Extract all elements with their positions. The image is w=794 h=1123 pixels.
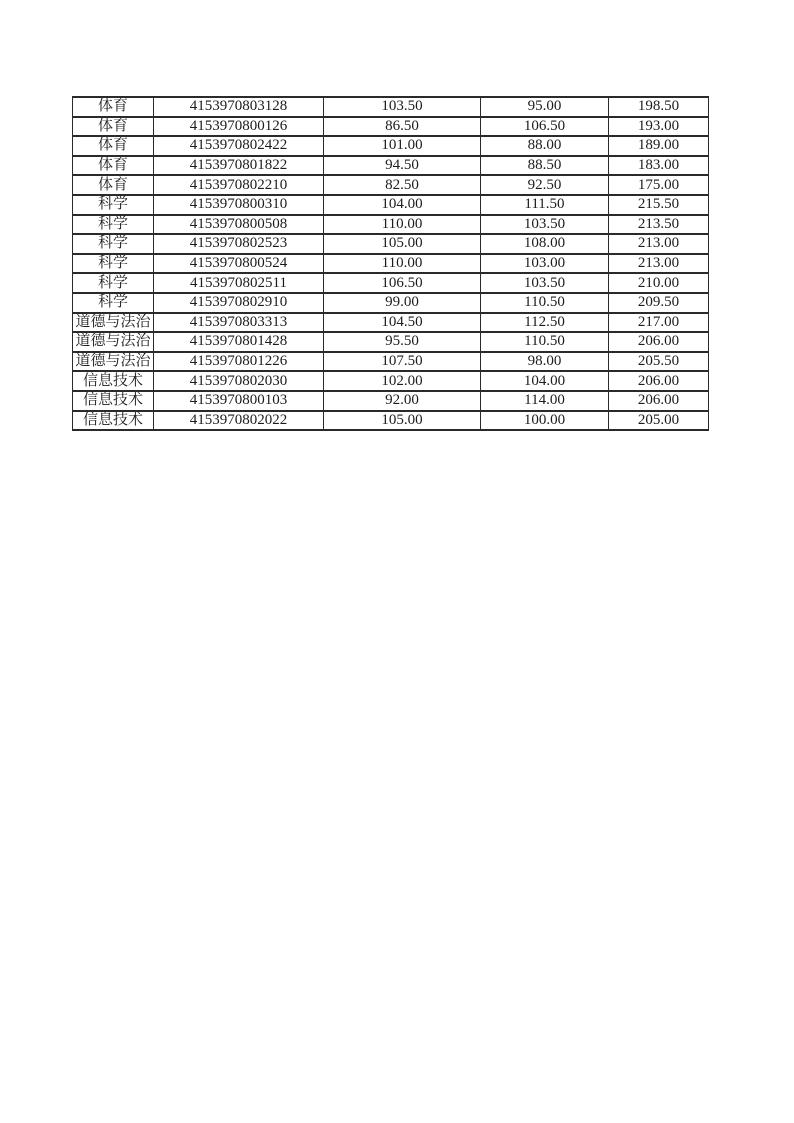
table-row: [73, 352, 709, 372]
cell-score-a: 101.00: [324, 136, 481, 156]
cell-score-a: 105.00: [324, 234, 481, 254]
cell-score-b: 92.50: [481, 175, 609, 195]
table-row: [73, 293, 709, 313]
table-row: [73, 313, 709, 333]
cell-subject: 科学: [73, 215, 154, 235]
cell-score-b: 108.00: [481, 234, 609, 254]
cell-score-a: 95.50: [324, 332, 481, 352]
table-row: [73, 254, 709, 274]
cell-total-score: 213.00: [609, 254, 709, 274]
table-row: [73, 97, 709, 117]
table-row: [73, 371, 709, 391]
cell-score-a: 110.00: [324, 254, 481, 274]
cell-total-score: 213.50: [609, 215, 709, 235]
cell-exam-id: 4153970801428: [154, 332, 324, 352]
score-table: [72, 96, 709, 431]
cell-score-b: 103.50: [481, 273, 609, 293]
cell-score-b: 103.00: [481, 254, 609, 274]
table-row: [73, 391, 709, 411]
cell-score-b: 106.50: [481, 117, 609, 137]
cell-subject: 道德与法治: [73, 352, 154, 372]
cell-exam-id: 4153970802422: [154, 136, 324, 156]
cell-subject: 体育: [73, 117, 154, 137]
cell-exam-id: 4153970803128: [154, 97, 324, 117]
cell-score-b: 100.00: [481, 411, 609, 431]
cell-subject: 科学: [73, 234, 154, 254]
cell-exam-id: 4153970800508: [154, 215, 324, 235]
cell-score-a: 107.50: [324, 352, 481, 372]
table-row: [73, 234, 709, 254]
cell-exam-id: 4153970800524: [154, 254, 324, 274]
table-row: [73, 411, 709, 431]
table-row: [73, 195, 709, 215]
cell-score-a: 94.50: [324, 156, 481, 176]
cell-subject: 道德与法治: [73, 313, 154, 333]
cell-total-score: 205.50: [609, 352, 709, 372]
table-row: [73, 273, 709, 293]
cell-total-score: 213.00: [609, 234, 709, 254]
table-row: [73, 156, 709, 176]
cell-subject: 信息技术: [73, 391, 154, 411]
cell-score-a: 106.50: [324, 273, 481, 293]
table-row: [73, 332, 709, 352]
cell-subject: 体育: [73, 175, 154, 195]
cell-exam-id: 4153970801226: [154, 352, 324, 372]
table-row: [73, 136, 709, 156]
cell-total-score: 206.00: [609, 332, 709, 352]
cell-score-a: 104.50: [324, 313, 481, 333]
cell-score-a: 99.00: [324, 293, 481, 313]
cell-score-b: 110.50: [481, 332, 609, 352]
cell-score-a: 102.00: [324, 371, 481, 391]
cell-total-score: 205.00: [609, 411, 709, 431]
cell-score-b: 112.50: [481, 313, 609, 333]
cell-score-b: 104.00: [481, 371, 609, 391]
cell-subject: 科学: [73, 195, 154, 215]
cell-score-b: 114.00: [481, 391, 609, 411]
cell-score-a: 92.00: [324, 391, 481, 411]
table-row: [73, 117, 709, 137]
table-row: [73, 175, 709, 195]
cell-exam-id: 4153970800103: [154, 391, 324, 411]
cell-score-a: 110.00: [324, 215, 481, 235]
cell-score-a: 82.50: [324, 175, 481, 195]
cell-subject: 体育: [73, 97, 154, 117]
cell-exam-id: 4153970802910: [154, 293, 324, 313]
cell-exam-id: 4153970802210: [154, 175, 324, 195]
cell-exam-id: 4153970800126: [154, 117, 324, 137]
cell-score-b: 88.50: [481, 156, 609, 176]
cell-score-b: 111.50: [481, 195, 609, 215]
cell-subject: 科学: [73, 293, 154, 313]
cell-score-b: 88.00: [481, 136, 609, 156]
cell-total-score: 183.00: [609, 156, 709, 176]
cell-score-a: 103.50: [324, 97, 481, 117]
cell-total-score: 215.50: [609, 195, 709, 215]
cell-score-a: 86.50: [324, 117, 481, 137]
cell-subject: 科学: [73, 273, 154, 293]
cell-subject: 体育: [73, 136, 154, 156]
cell-score-b: 103.50: [481, 215, 609, 235]
cell-exam-id: 4153970800310: [154, 195, 324, 215]
cell-exam-id: 4153970801822: [154, 156, 324, 176]
table-row: [73, 215, 709, 235]
cell-subject: 体育: [73, 156, 154, 176]
cell-total-score: 206.00: [609, 391, 709, 411]
cell-total-score: 198.50: [609, 97, 709, 117]
cell-score-a: 105.00: [324, 411, 481, 431]
cell-total-score: 217.00: [609, 313, 709, 333]
cell-subject: 道德与法治: [73, 332, 154, 352]
cell-total-score: 206.00: [609, 371, 709, 391]
cell-total-score: 209.50: [609, 293, 709, 313]
cell-exam-id: 4153970802523: [154, 234, 324, 254]
cell-exam-id: 4153970802511: [154, 273, 324, 293]
cell-score-b: 98.00: [481, 352, 609, 372]
cell-exam-id: 4153970802022: [154, 411, 324, 431]
cell-exam-id: 4153970802030: [154, 371, 324, 391]
cell-total-score: 175.00: [609, 175, 709, 195]
cell-total-score: 210.00: [609, 273, 709, 293]
cell-exam-id: 4153970803313: [154, 313, 324, 333]
cell-total-score: 193.00: [609, 117, 709, 137]
cell-subject: 科学: [73, 254, 154, 274]
cell-total-score: 189.00: [609, 136, 709, 156]
cell-subject: 信息技术: [73, 411, 154, 431]
cell-score-a: 104.00: [324, 195, 481, 215]
cell-score-b: 95.00: [481, 97, 609, 117]
cell-score-b: 110.50: [481, 293, 609, 313]
cell-subject: 信息技术: [73, 371, 154, 391]
